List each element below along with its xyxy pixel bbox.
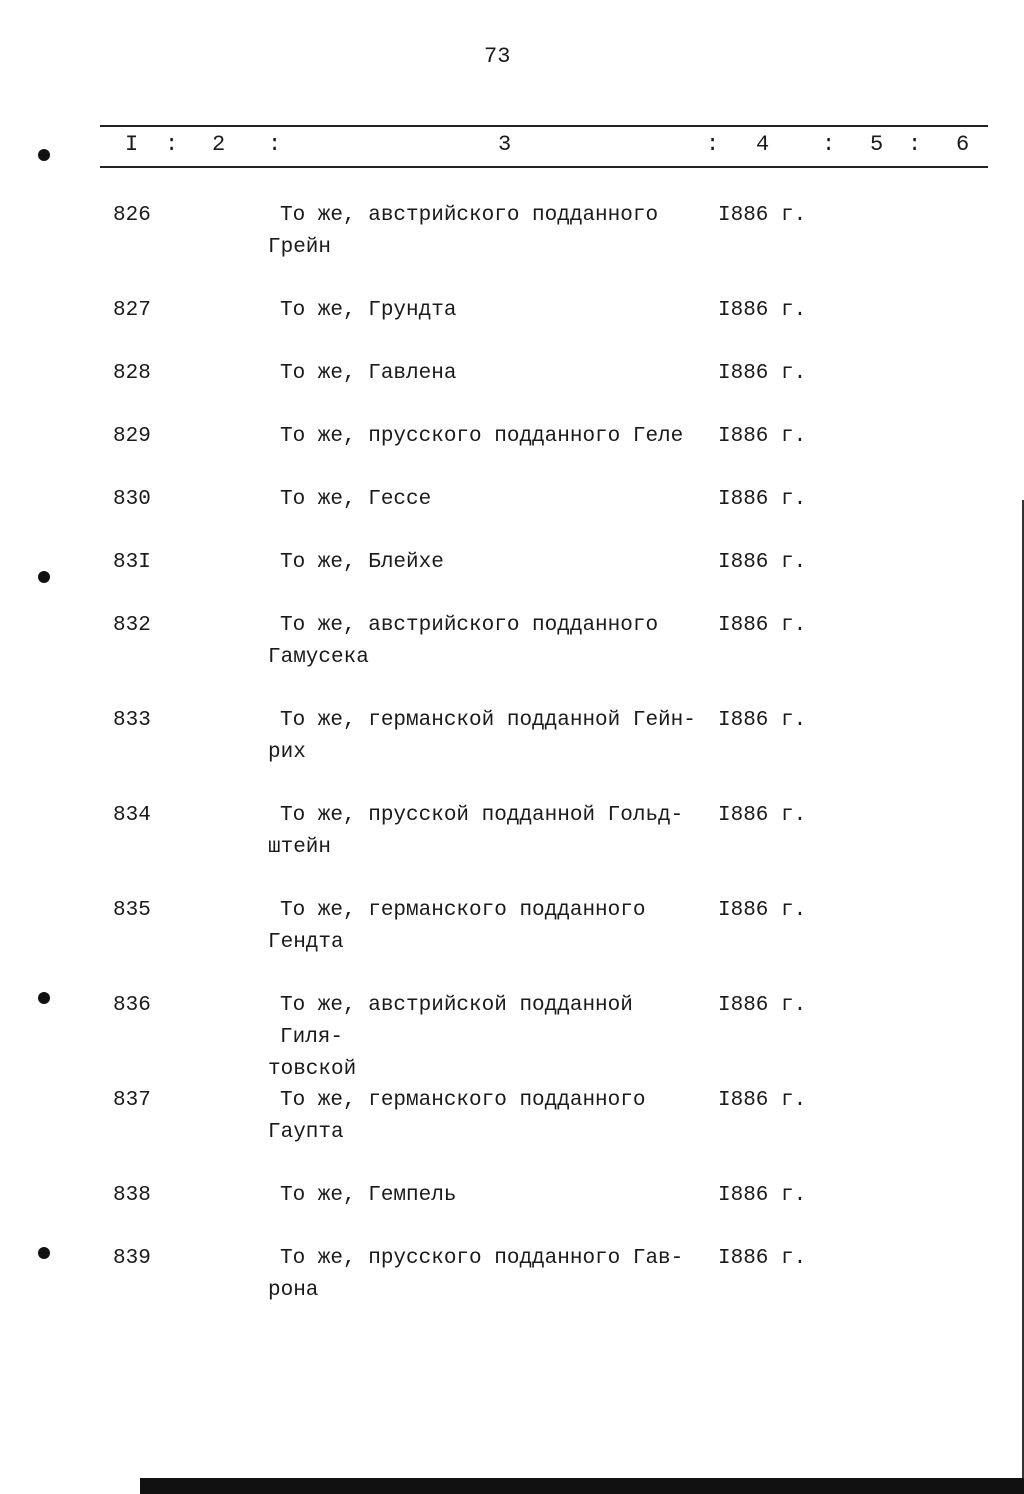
table-header (100, 132, 988, 162)
table-row (0, 705, 1024, 800)
entry-number: 83I (113, 551, 151, 574)
description-line-1: То же, Гавлена (280, 362, 457, 385)
table-row (0, 1085, 1024, 1180)
description-line-1: То же, прусского подданного Геле (280, 425, 684, 448)
header-col-5: 5 (870, 132, 884, 157)
description-line-1: То же, Гемпель (280, 1184, 457, 1207)
entry-number: 826 (113, 204, 151, 227)
entry-number: 830 (113, 488, 151, 511)
header-col-1: I (125, 132, 139, 157)
entry-description (268, 990, 708, 1086)
page-number: 73 (484, 44, 511, 69)
table-row (0, 1180, 1024, 1243)
header-separator: : (706, 132, 720, 157)
description-line-1: То же, прусского подданного Гав- (280, 1247, 684, 1270)
description-line-2: Гендта (268, 931, 344, 954)
entry-number: 835 (113, 899, 151, 922)
entry-date: I886 г. (718, 1184, 807, 1207)
description-line-1: То же, австрийского подданного (280, 204, 659, 227)
entry-description (268, 547, 708, 579)
entry-date: I886 г. (718, 425, 807, 448)
entry-date: I886 г. (718, 362, 807, 385)
table-row (0, 800, 1024, 895)
description-line-1: То же, прусской подданной Гольд- (280, 804, 684, 827)
punch-hole (38, 1247, 50, 1259)
header-bottom-rule (100, 166, 988, 168)
entry-description (268, 295, 708, 327)
description-line-1: То же, австрийской подданной Гиля- (280, 994, 646, 1049)
description-line-1: То же, Гессе (280, 488, 432, 511)
entry-number: 828 (113, 362, 151, 385)
description-line-2: Гаупта (268, 1121, 344, 1144)
description-line-1: То же, Блейхе (280, 551, 444, 574)
entry-date: I886 г. (718, 1247, 807, 1270)
header-top-rule (100, 125, 988, 127)
table-row (0, 1243, 1024, 1338)
entry-number: 832 (113, 614, 151, 637)
entry-date: I886 г. (718, 299, 807, 322)
description-line-1: То же, германского подданного (280, 899, 646, 922)
scan-bottom-edge (140, 1478, 1024, 1494)
description-line-1: То же, Грундта (280, 299, 457, 322)
entry-number: 834 (113, 804, 151, 827)
table-row (0, 484, 1024, 547)
entry-date: I886 г. (718, 899, 807, 922)
entry-description (268, 484, 708, 516)
entry-number: 838 (113, 1184, 151, 1207)
entry-description (268, 200, 708, 264)
table-row (0, 990, 1024, 1085)
entry-description (268, 1180, 708, 1212)
table-row (0, 547, 1024, 610)
header-separator: : (268, 132, 282, 157)
description-line-2: товской (268, 1058, 357, 1081)
entry-date: I886 г. (718, 994, 807, 1017)
entry-description (268, 800, 708, 864)
punch-hole (38, 149, 50, 161)
entry-date: I886 г. (718, 488, 807, 511)
entry-description (268, 421, 708, 453)
entry-number: 837 (113, 1089, 151, 1112)
table-row (0, 610, 1024, 705)
entry-description (268, 895, 708, 959)
entry-date: I886 г. (718, 709, 807, 732)
description-line-2: рих (268, 741, 306, 764)
header-separator: : (908, 132, 922, 157)
description-line-1: То же, австрийского подданного (280, 614, 659, 637)
entry-number: 829 (113, 425, 151, 448)
table-row (0, 421, 1024, 484)
header-col-4: 4 (756, 132, 770, 157)
entry-description (268, 705, 708, 769)
description-line-1: То же, германского подданного (280, 1089, 646, 1112)
entry-number: 836 (113, 994, 151, 1017)
entry-description (268, 1085, 708, 1149)
description-line-2: Гамусека (268, 646, 369, 669)
entry-date: I886 г. (718, 1089, 807, 1112)
description-line-2: штейн (268, 836, 332, 859)
header-separator: : (165, 132, 179, 157)
table-row (0, 895, 1024, 990)
entry-number: 833 (113, 709, 151, 732)
header-separator: : (822, 132, 836, 157)
table-row (0, 358, 1024, 421)
entry-number: 827 (113, 299, 151, 322)
entry-date: I886 г. (718, 204, 807, 227)
description-line-1: То же, германской подданной Гейн- (280, 709, 696, 732)
entry-date: I886 г. (718, 551, 807, 574)
table-row (0, 200, 1024, 295)
description-line-2: Грейн (268, 236, 332, 259)
table-row (0, 295, 1024, 358)
entry-description (268, 1243, 708, 1307)
header-col-3: 3 (498, 132, 512, 157)
punch-hole (38, 571, 50, 583)
entry-date: I886 г. (718, 614, 807, 637)
entry-number: 839 (113, 1247, 151, 1270)
punch-hole (38, 992, 50, 1004)
entry-description (268, 610, 708, 674)
entry-date: I886 г. (718, 804, 807, 827)
header-col-2: 2 (212, 132, 226, 157)
table-body (0, 200, 1024, 1338)
description-line-2: рона (268, 1279, 319, 1302)
header-col-6: 6 (956, 132, 970, 157)
entry-description (268, 358, 708, 390)
